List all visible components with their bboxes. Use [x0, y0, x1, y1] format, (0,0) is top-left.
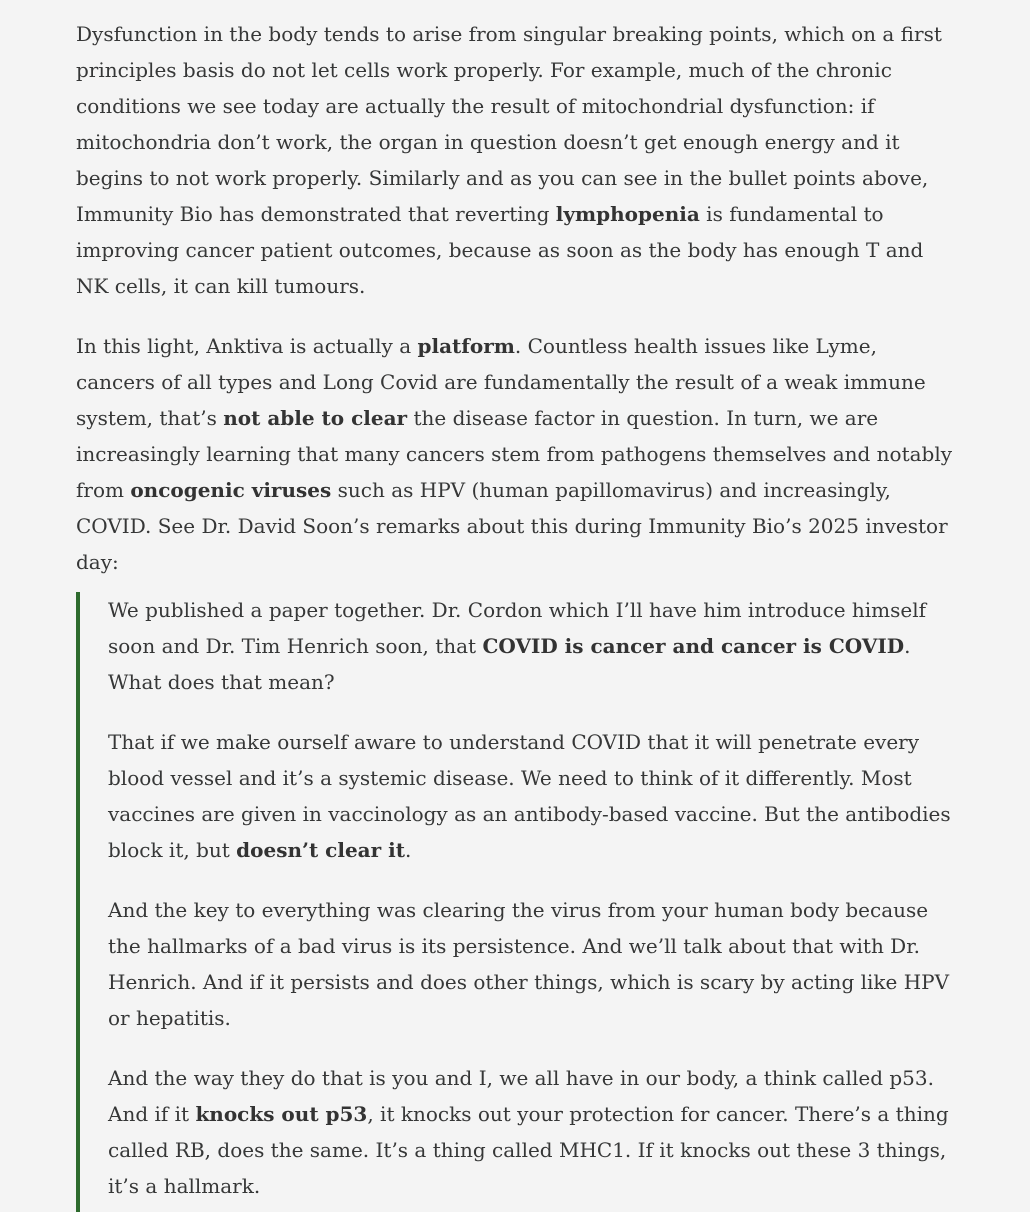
quote-paragraph-p53 — [108, 1060, 954, 1212]
text-segment: Dysfunction in the body tends to arise from singular breaking points, which on a first principles basis do not let cells work properly. For example, much of the chronic conditions we see today are actually the result of mitochondrial dysfunction: if mitochondria don’t work, the organ in question doesn’t get enough energy and it begins to not work properly. Similarly and as you can see in the bullet points above, Immunity Bio has demonstrated that reverting — [76, 22, 942, 226]
bold-term-oncogenic-viruses: oncogenic viruses — [130, 478, 332, 502]
text-segment: In this light, Anktiva is actually a — [76, 334, 418, 358]
text-segment: , it knocks out your protection for cancer. There’s a thing called RB, does the same. It’s a thing called MHC1. If it knocks out these 3 things, it’s a hallmark. — [108, 1102, 949, 1198]
quote-paragraph-antibodies — [108, 724, 954, 868]
text-segment: is fundamental to improving cancer patient outcomes, because as soon as the body has enough T and NK cells, it can kill tumours. — [76, 202, 924, 298]
text-segment: . Countless health issues like Lyme, cancers of all types and Long Covid are fundamentally the result of a weak immune system, that’s — [76, 334, 926, 430]
blockquote-investor-day-remarks — [76, 592, 954, 1212]
bold-term-not-able-to-clear: not able to clear — [223, 406, 408, 430]
quote-paragraph-covid-is-cancer — [108, 592, 954, 700]
bold-term-platform: platform — [417, 334, 515, 358]
bold-term-knocks-out-p53: knocks out p53 — [195, 1102, 368, 1126]
text-segment: . What does that mean? — [108, 634, 911, 694]
bold-term-covid-is-cancer: COVID is cancer and cancer is COVID — [482, 634, 905, 658]
text-segment: We published a paper together. Dr. Cordon which I’ll have him introduce himself soon and Dr. Tim Henrich soon, that — [108, 598, 927, 658]
text-segment: the disease factor in question. In turn, we are increasingly learning that many cancers stem from pathogens themselves and notably from — [76, 406, 953, 502]
text-segment: . — [404, 838, 412, 862]
bold-term-doesnt-clear-it: doesn’t clear it — [236, 838, 405, 862]
paragraph-mitochondrial-dysfunction — [76, 16, 954, 304]
text-segment: That if we make ourself aware to understand COVID that it will penetrate every blood vessel and it’s a systemic disease. We need to think of it differently. Most vaccines are given in vaccinology as an antibody-based vaccine. But the antibodies block it, but — [108, 730, 951, 862]
bold-term-lymphopenia: lymphopenia — [555, 202, 700, 226]
text-segment: such as HPV (human papillomavirus) and increasingly, COVID. See Dr. David Soon’s remarks about this during Immunity Bio’s 2025 investor day: — [76, 478, 948, 574]
text-segment: And the key to everything was clearing the virus from your human body because the hallmarks of a bad virus is its persistence. And we’ll talk about that with Dr. Henrich. And if it persists and does other things, which is scary by acting like HPV or hepatitis. — [108, 898, 950, 1030]
text-segment: And the way they do that is you and I, we all have in our body, a think called p53. And if it — [108, 1066, 934, 1126]
paragraph-anktiva-platform — [76, 328, 954, 580]
quote-paragraph-persistence — [108, 892, 954, 1036]
